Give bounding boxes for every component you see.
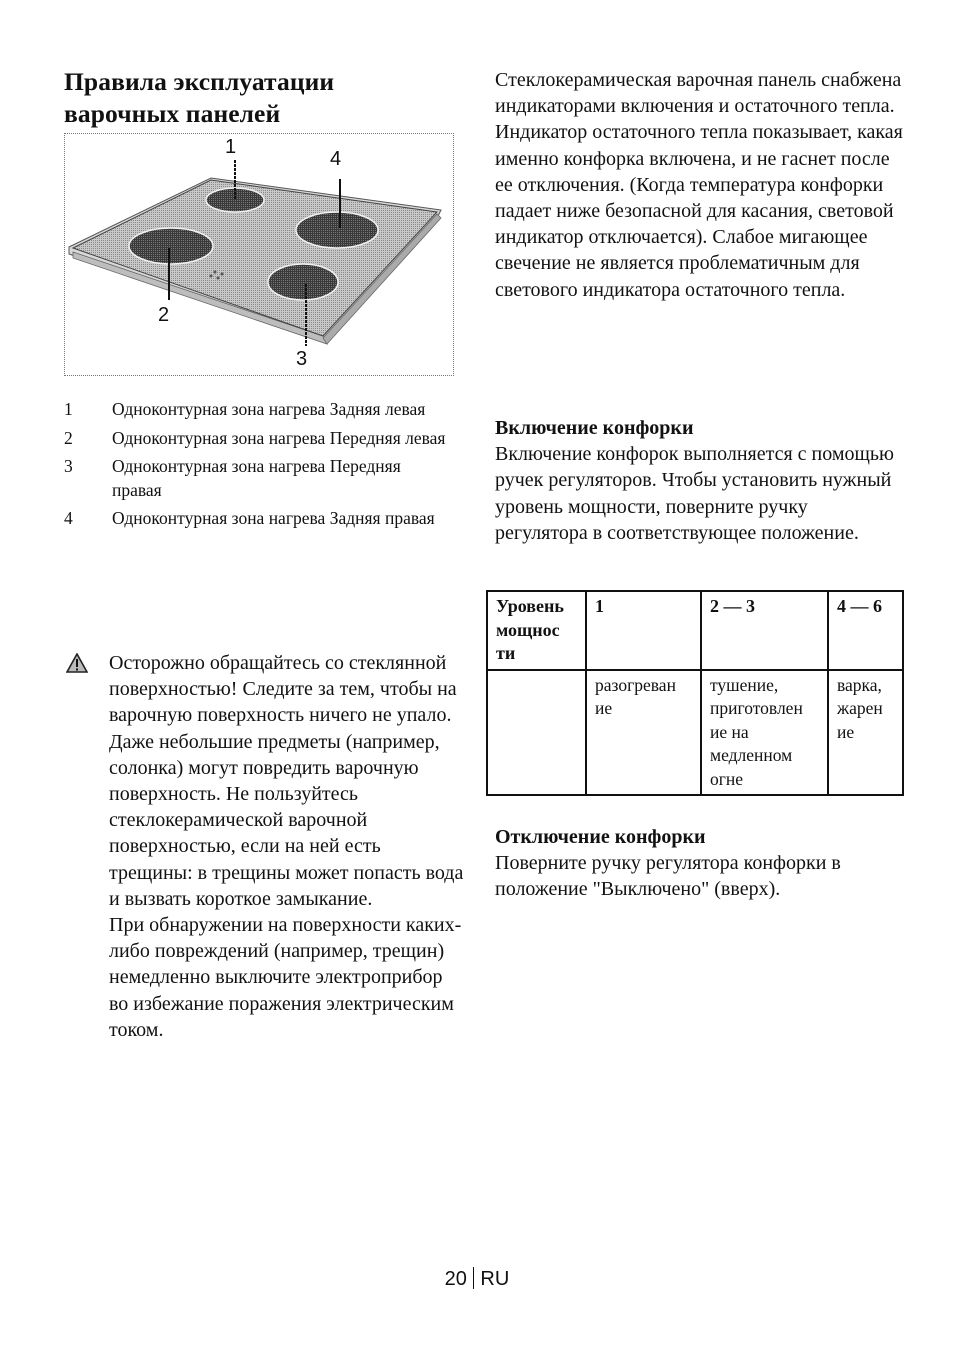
title-line-2: варочных панелей: [64, 99, 281, 128]
legend-text: Одноконтурная зона нагрева Задняя левая: [112, 399, 426, 419]
page-language: RU: [480, 1268, 510, 1290]
page-number: 20: [444, 1268, 467, 1290]
table-header-row: [487, 591, 903, 670]
table-header-cell: 2 — 3: [701, 591, 828, 670]
legend-text: Одноконтурная зона нагрева Передняя левая: [112, 427, 446, 448]
switch-off-section: [495, 824, 905, 903]
title-line-1: Правила эксплуатации: [64, 67, 335, 96]
legend-number: 2: [64, 427, 73, 448]
page-footer: [0, 1267, 954, 1291]
page-title: [64, 66, 454, 130]
table-row: [487, 670, 903, 796]
legend-item: [64, 507, 454, 531]
legend-number: 3: [64, 456, 73, 476]
legend-number: 1: [64, 399, 73, 419]
legend-item: [64, 455, 454, 502]
table-header-cell: 1: [586, 591, 701, 670]
legend-item: [64, 427, 454, 451]
power-level-table: [486, 590, 904, 796]
table-header-cell: 4 — 6: [828, 591, 903, 670]
legend-text: Одноконтурная зона нагрева Задняя правая: [112, 508, 435, 528]
switch-on-heading: Включение конфорки: [495, 417, 694, 439]
intro-paragraph-1: Стеклокерамическая варочная панель снабжена индикаторами включения и остаточного тепла.: [495, 69, 902, 118]
warning-triangle-icon: [66, 653, 88, 673]
cooktop-illustration-icon: [65, 134, 453, 375]
hob-diagram: [64, 133, 454, 376]
warning-paragraph-2: При обнаружении на поверхности каких-либо повреждений (например, трещин) немедленно выключите электроприбор во избежание поражения электрическим током.: [109, 914, 462, 1041]
switch-off-heading: Отключение конфорки: [495, 826, 706, 848]
warning-paragraph-1: Осторожно обращайтесь со стеклянной поверхностью! Следите за тем, чтобы на варочную поверхность ничего не упало. Даже небольшие предметы (например, солонка) могут повредить варочную поверхность. Не пользуйтесь стеклокерамической варочной поверхностью, если на ней есть трещины: в трещины может попасть вода и вызвать короткое замыкание.: [109, 652, 464, 910]
table-cell: разогреван ие: [586, 670, 701, 796]
diagram-label-3: 3: [296, 348, 308, 370]
table-cell: тушение, приготовлен ие на медленном огне: [701, 670, 828, 796]
intro-section: [495, 67, 905, 303]
legend-text: Одноконтурная зона нагрева Передняя правая: [112, 456, 401, 500]
diagram-label-1: 1: [225, 136, 237, 158]
diagram-label-4: 4: [330, 148, 342, 170]
diagram-label-2: 2: [158, 304, 170, 326]
table-header-cell: Уровень мощнос ти: [487, 591, 586, 670]
zone-legend: [64, 398, 454, 536]
warning-block: [64, 650, 464, 1043]
legend-number: 4: [64, 508, 73, 528]
table-cell: варка, жарен ие: [828, 670, 903, 796]
table-cell: [487, 670, 586, 796]
switch-on-text: Включение конфорок выполняется с помощью ручек регуляторов. Чтобы установить нужный уровень мощности, поверните ручку регулятора в соответствующее положение.: [495, 443, 894, 544]
legend-item: [64, 398, 454, 422]
switch-on-section: [495, 415, 905, 546]
intro-paragraph-2: Индикатор остаточного тепла показывает, какая именно конфорка включена, и не гаснет после ее отключения. (Когда температура конфорки падает ниже безопасной для касания, световой индикатор отключается). Слабое мигающее свечение не является проблематичным для светового индикатора остаточного тепла.: [495, 121, 903, 301]
switch-off-text: Поверните ручку регулятора конфорки в положение "Выключено" (вверх).: [495, 852, 841, 901]
footer-divider: [473, 1267, 475, 1289]
